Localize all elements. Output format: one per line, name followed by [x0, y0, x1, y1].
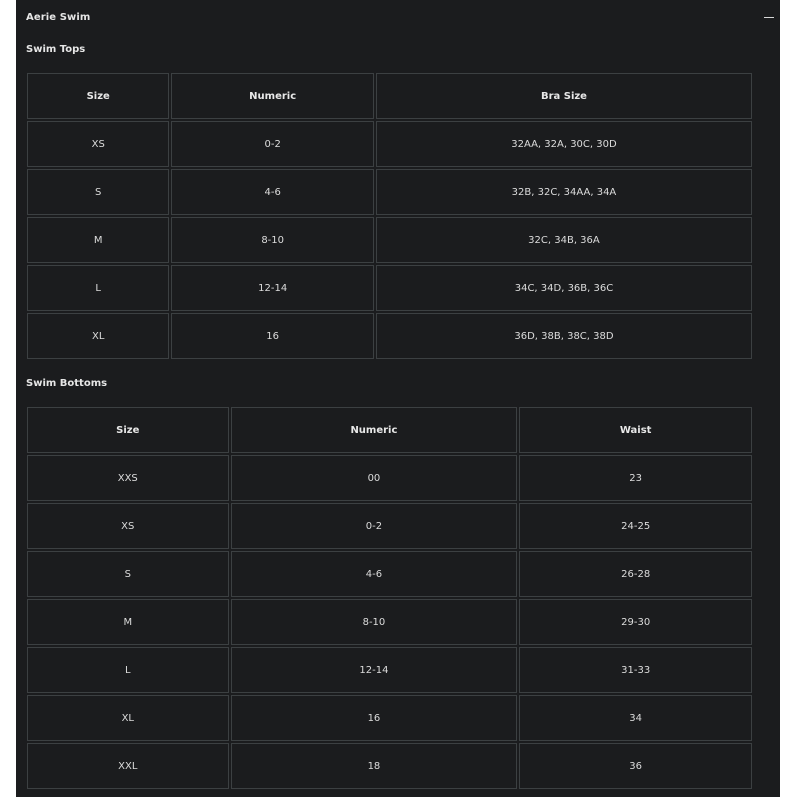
table-row — [27, 551, 752, 597]
table-cell: XXS — [27, 455, 229, 501]
table-cell: 12-14 — [171, 265, 374, 311]
table-cell: 32B, 32C, 34AA, 34A — [376, 169, 752, 215]
table-row — [27, 217, 752, 263]
table-row — [27, 121, 752, 167]
column-header: Numeric — [171, 73, 374, 119]
table-cell: 36D, 38B, 38C, 38D — [376, 313, 752, 359]
table-row — [27, 503, 752, 549]
table-cell: 8-10 — [231, 599, 518, 645]
table-header-row — [27, 73, 752, 119]
column-header: Waist — [519, 407, 752, 453]
table-cell: 0-2 — [171, 121, 374, 167]
swim-tops-title: Swim Tops — [26, 44, 86, 55]
table-row — [27, 455, 752, 501]
table-cell: XS — [27, 121, 169, 167]
table-cell: 24-25 — [519, 503, 752, 549]
column-header: Bra Size — [376, 73, 752, 119]
column-header: Size — [27, 407, 229, 453]
table-cell: S — [27, 551, 229, 597]
table-cell: M — [27, 599, 229, 645]
table-cell: 4-6 — [231, 551, 518, 597]
table-cell: 23 — [519, 455, 752, 501]
table-cell: 31-33 — [519, 647, 752, 693]
table-cell: 26-28 — [519, 551, 752, 597]
table-cell: L — [27, 265, 169, 311]
table-cell: 32AA, 32A, 30C, 30D — [376, 121, 752, 167]
table-row — [27, 599, 752, 645]
column-header: Numeric — [231, 407, 518, 453]
table-cell: L — [27, 647, 229, 693]
table-row — [27, 743, 752, 789]
table-cell: S — [27, 169, 169, 215]
swim-tops-table — [25, 71, 754, 361]
table-cell: XXL — [27, 743, 229, 789]
table-cell: 34 — [519, 695, 752, 741]
table-cell: 32C, 34B, 36A — [376, 217, 752, 263]
table-cell: 29-30 — [519, 599, 752, 645]
table-cell: XL — [27, 313, 169, 359]
panel-title: Aerie Swim — [26, 12, 91, 23]
table-cell: 34C, 34D, 36B, 36C — [376, 265, 752, 311]
size-chart-panel — [16, 0, 780, 797]
table-cell: XL — [27, 695, 229, 741]
table-row — [27, 647, 752, 693]
table-cell: 00 — [231, 455, 518, 501]
table-cell: 0-2 — [231, 503, 518, 549]
table-cell: M — [27, 217, 169, 263]
swim-bottoms-title: Swim Bottoms — [26, 378, 108, 389]
table-cell: 18 — [231, 743, 518, 789]
table-cell: 12-14 — [231, 647, 518, 693]
swim-bottoms-table — [25, 405, 754, 791]
table-row — [27, 313, 752, 359]
table-cell: 36 — [519, 743, 752, 789]
table-cell: 16 — [231, 695, 518, 741]
table-cell: 4-6 — [171, 169, 374, 215]
table-cell: XS — [27, 503, 229, 549]
table-header-row — [27, 407, 752, 453]
table-row — [27, 169, 752, 215]
table-cell: 16 — [171, 313, 374, 359]
minus-icon[interactable] — [762, 10, 776, 24]
table-cell: 8-10 — [171, 217, 374, 263]
table-row — [27, 695, 752, 741]
column-header: Size — [27, 73, 169, 119]
table-row — [27, 265, 752, 311]
